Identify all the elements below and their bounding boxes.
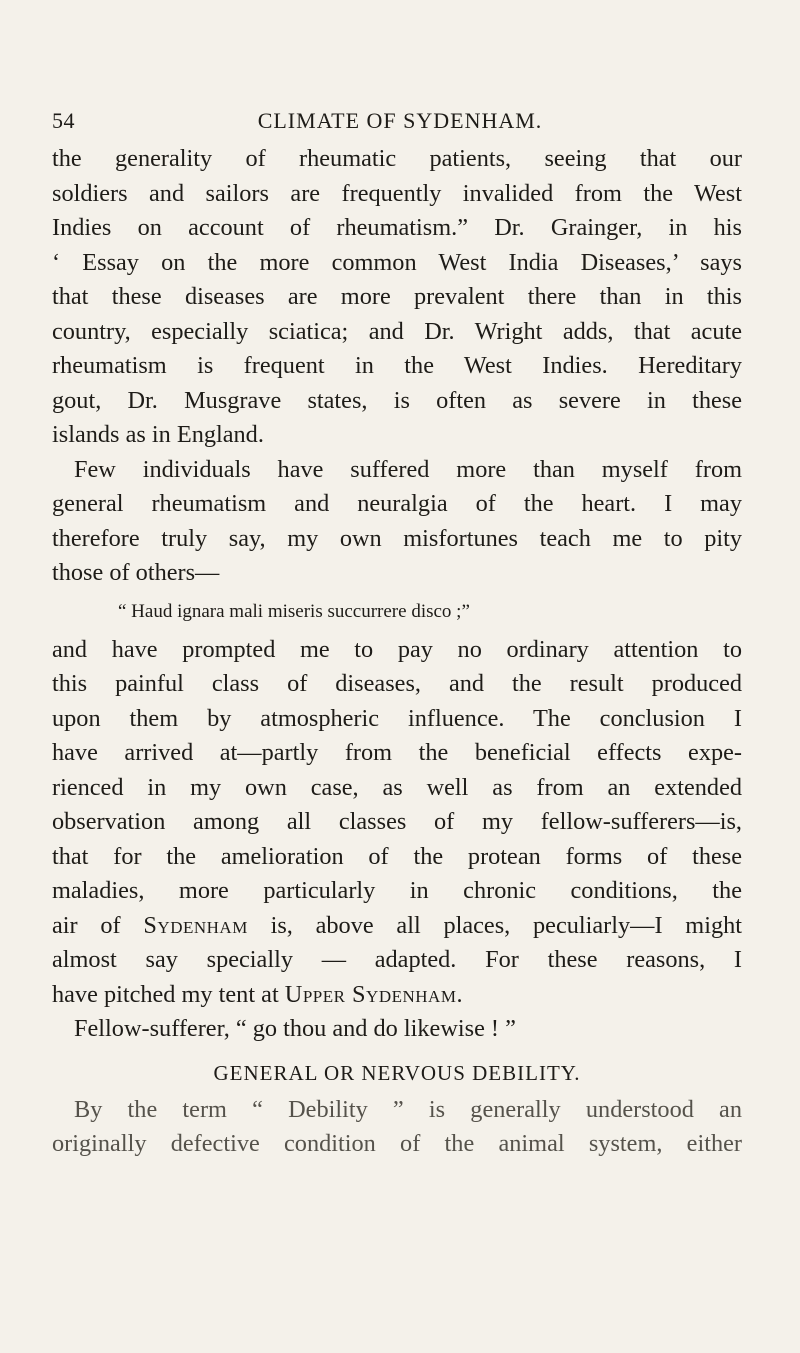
text-line: islands as in England.	[52, 421, 264, 448]
running-head	[52, 108, 748, 138]
text-segment: .	[456, 980, 463, 1008]
text-line	[52, 978, 742, 1013]
place-name: Upper Sydenham	[284, 980, 457, 1008]
section-heading: GENERAL OR NERVOUS DEBILITY.	[213, 1060, 581, 1085]
text-line	[52, 909, 742, 944]
text-line: that for the amelioration of the protean forms of these	[52, 842, 742, 870]
text-line: rheumatism is frequent in the West Indies. Hereditary	[52, 352, 742, 379]
text-line: therefore truly say, my own misfortunes teach me to pity	[52, 524, 742, 552]
place-name: Sydenham	[143, 911, 248, 939]
text-line: observation among all classes of my fellow-sufferers—is,	[52, 808, 742, 835]
text-line: this painful class of diseases, and the result produced	[52, 670, 742, 697]
text-line: soldiers and sailors are frequently invalided from the West	[52, 179, 742, 207]
text-line: and have prompted me to pay no ordinary attention to	[52, 635, 742, 663]
text-line: Few individuals have suffered more than myself from	[74, 455, 742, 483]
text-line: originally defective condition of the animal system, either	[52, 1130, 742, 1157]
text-line: ‘ Essay on the more common West India Diseases,’ says	[52, 248, 742, 276]
text-line: have arrived at—partly from the beneficial effects expe-	[52, 739, 742, 766]
latin-quotation: “ Haud ignara mali miseris succurrere disco ;”	[118, 600, 470, 622]
text-line: those of others—	[52, 559, 220, 586]
text-line: almost say specially — adapted. For these reasons, I	[52, 946, 742, 973]
text-segment: have pitched my tent at	[52, 980, 285, 1008]
text-line: Indies on account of rheumatism.” Dr. Grainger, in his	[52, 214, 742, 241]
text-segment: air of	[52, 911, 144, 939]
text-line: upon them by atmospheric influence. The conclusion I	[52, 704, 742, 732]
text-line: that these diseases are more prevalent there than in this	[52, 283, 742, 310]
text-segment: is, above all places, peculiarly—I might	[247, 911, 743, 939]
page-number: 54	[52, 108, 75, 133]
running-title: CLIMATE OF SYDENHAM.	[257, 108, 543, 133]
text-line: general rheumatism and neuralgia of the heart. I may	[52, 490, 742, 517]
text-line: gout, Dr. Musgrave states, is often as severe in these	[52, 386, 742, 414]
text-line: Fellow-sufferer, “ go thou and do likewise ! ”	[74, 1015, 516, 1042]
text-line: country, especially sciatica; and Dr. Wright adds, that acute	[52, 317, 742, 345]
text-line: maladies, more particularly in chronic conditions, the	[52, 877, 742, 904]
text-line: the generality of rheumatic patients, seeing that our	[52, 145, 742, 172]
text-line: rienced in my own case, as well as from an extended	[52, 773, 742, 801]
text-line: By the term “ Debility ” is generally understood an	[74, 1095, 742, 1123]
body-text	[52, 142, 742, 1162]
